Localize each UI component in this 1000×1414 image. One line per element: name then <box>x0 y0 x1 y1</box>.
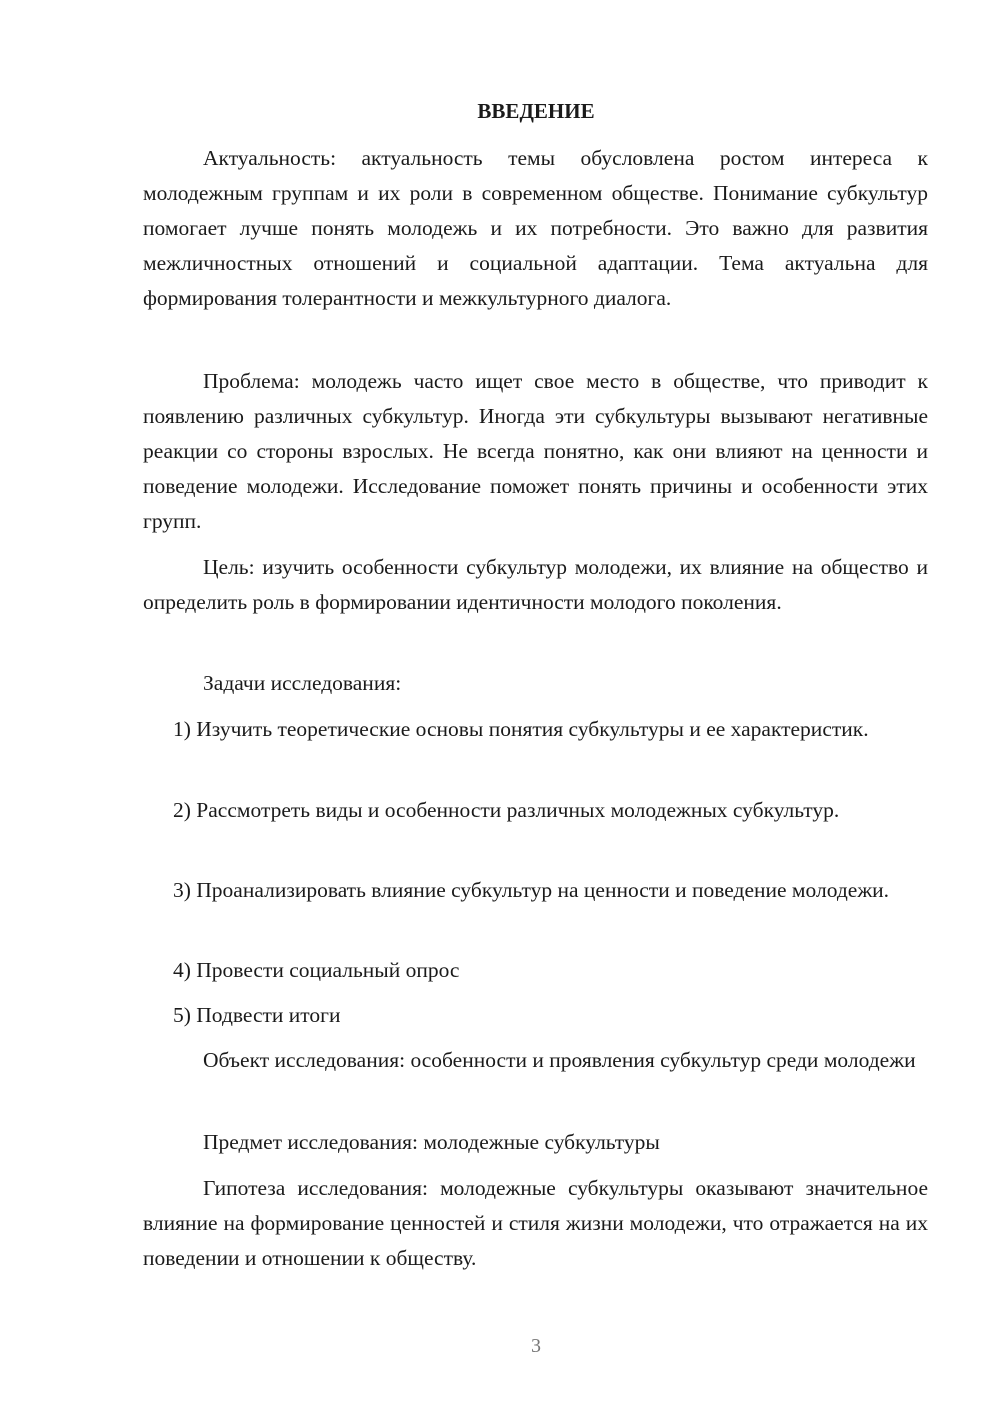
paragraph-object: Объект исследования: особенности и проявления субкультур среди молодежи <box>203 1048 916 1072</box>
section-title: ВВЕДЕНИЕ <box>477 99 595 123</box>
list-item-task-1: 1) Изучить теоретические основы понятия субкультуры и ее характеристик. <box>173 717 869 741</box>
paragraph-subject: Предмет исследования: молодежные субкультуры <box>203 1130 660 1154</box>
page-number: 3 <box>531 1335 541 1357</box>
list-item-task-3: 3) Проанализировать влияние субкультур на ценности и поведение молодежи. <box>173 878 890 902</box>
paragraph-relevance: Актуальность: актуальность темы обусловлена ростом интереса к молодежным группам и их роли в современном обществе. Понимание субкультур помогает лучше понять молодежь и их потребности. Это важно для развития межличностных отношений и социальной адаптации. Тема актуальна для формирования толерантности и межкультурного диалога. <box>143 146 928 310</box>
paragraph-hypothesis: Гипотеза исследования: молодежные субкультуры оказывают значительное влияние на формирование ценностей и стиля жизни молодежи, что отражается на их поведении и отношении к обществу. <box>143 1176 928 1270</box>
list-item-task-4: 4) Провести социальный опрос <box>173 958 460 982</box>
paragraph-goal: Цель: изучить особенности субкультур молодежи, их влияние на общество и определить роль в формировании идентичности молодого поколения. <box>143 555 928 614</box>
list-item-task-2: 2) Рассмотреть виды и особенности различных молодежных субкультур. <box>173 798 840 822</box>
list-item-task-5: 5) Подвести итоги <box>173 1003 341 1027</box>
paragraph-problem: Проблема: молодежь часто ищет свое место в обществе, что приводит к появлению различных субкультур. Иногда эти субкультуры вызывают негативные реакции со стороны взрослых. Не всегда понятно, как они влияют на ценности и поведение молодежи. Исследование поможет понять причины и особенности этих групп. <box>143 369 928 533</box>
paragraph-tasks-heading: Задачи исследования: <box>203 671 402 695</box>
